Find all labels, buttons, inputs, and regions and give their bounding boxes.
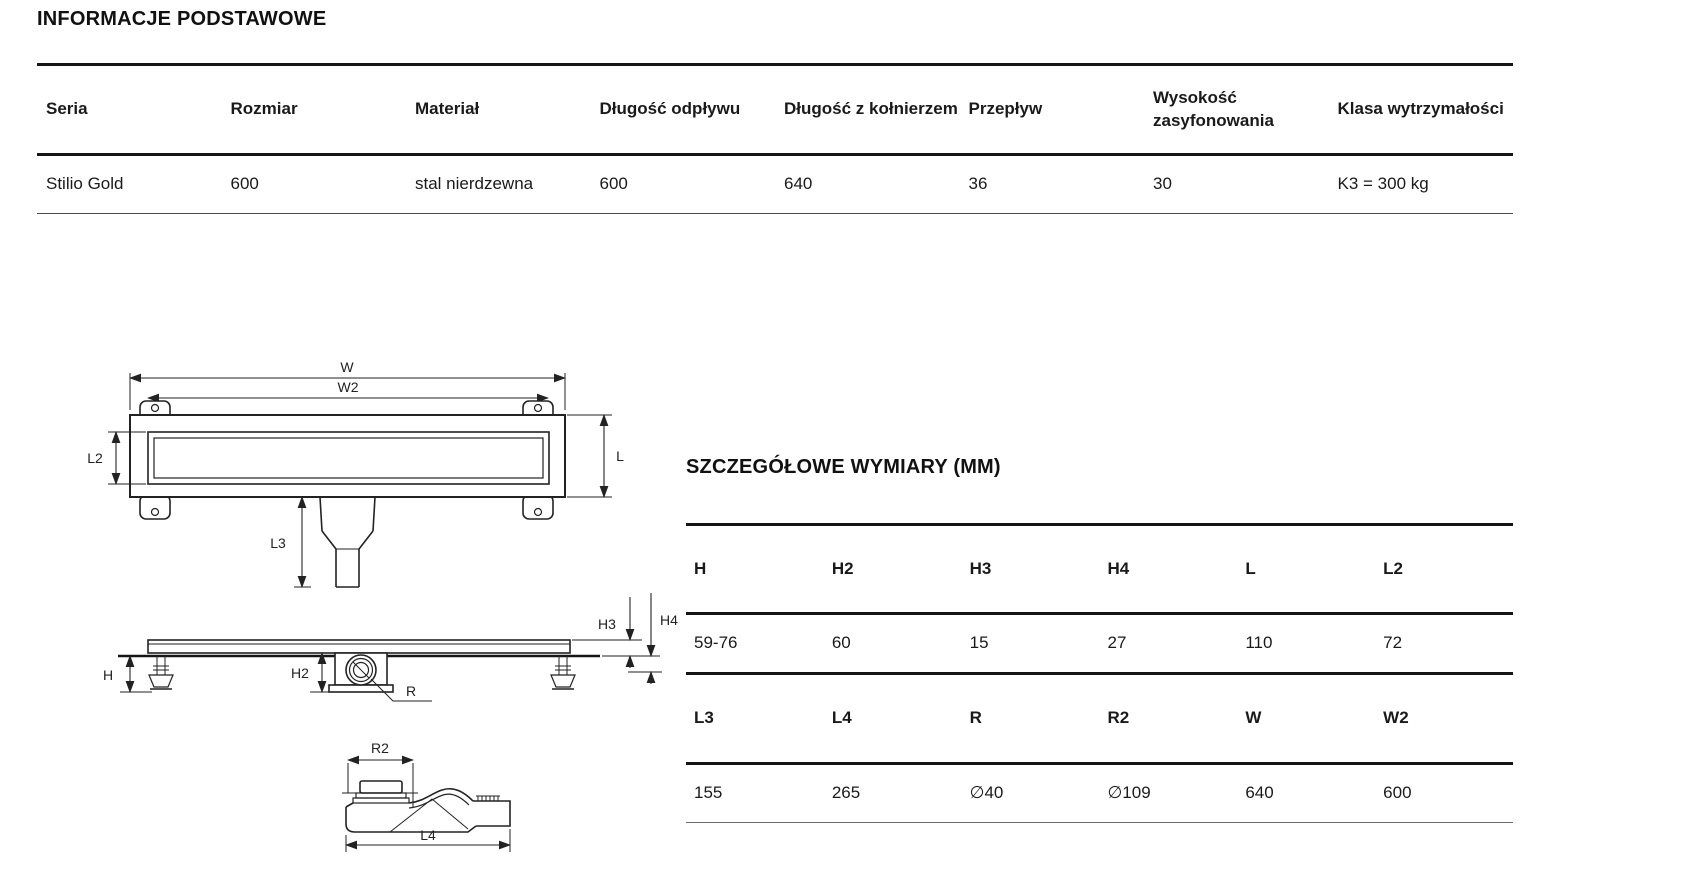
cell-l: 110 <box>1245 633 1273 653</box>
basic-info-data-row <box>37 156 1513 214</box>
adjustable-foot-right <box>551 656 575 689</box>
col-header-h4: H4 <box>1107 558 1130 578</box>
dims-value-row-1 <box>686 615 1513 675</box>
cell-l2: 72 <box>1383 633 1403 653</box>
cell-w2: 600 <box>1383 783 1412 803</box>
detailed-dimensions-table <box>686 523 1513 823</box>
col-header-l4: L4 <box>831 708 852 728</box>
cell-przeplyw: 36 <box>968 174 988 194</box>
basic-info-header-row <box>37 66 1513 156</box>
col-header-h3: H3 <box>969 558 992 578</box>
dims-header-row-1 <box>686 526 1513 615</box>
col-header-przeplyw: Przepływ <box>968 99 1043 119</box>
siphon-profile-view <box>342 740 510 852</box>
col-header-r2: R2 <box>1107 708 1130 728</box>
dims-value-row-2 <box>686 765 1513 823</box>
col-header-wysokosc-zasyfonowania: Wysokość zasyfonowania <box>1153 87 1274 130</box>
dim-label-w: W <box>340 359 354 375</box>
cell-l3: 155 <box>694 783 723 803</box>
dim-label-h2: H2 <box>291 665 309 681</box>
basic-info-title: INFORMACJE PODSTAWOWE <box>37 8 327 30</box>
cell-rozmiar: 600 <box>230 174 259 194</box>
col-header-dlugosc-odplywu: Długość odpływu <box>599 99 741 119</box>
cell-h: 59-76 <box>694 633 738 653</box>
col-header-w: W <box>1245 708 1262 728</box>
col-header-l3: L3 <box>694 708 714 728</box>
col-header-r: R <box>969 708 982 728</box>
dim-label-r2: R2 <box>371 740 389 756</box>
col-header-l: L <box>1245 558 1256 578</box>
outlet-funnel <box>320 497 375 587</box>
col-header-rozmiar: Rozmiar <box>230 99 298 119</box>
col-header-l2: L2 <box>1383 558 1403 578</box>
cell-dlugosc-z-kolnierzem: 640 <box>784 174 813 194</box>
dim-label-h4: H4 <box>660 612 678 628</box>
cell-material: stal nierdzewna <box>415 174 534 194</box>
col-header-w2: W2 <box>1383 708 1409 728</box>
cell-l4: 265 <box>831 783 861 803</box>
grate-frame <box>148 432 549 484</box>
dim-label-h3: H3 <box>598 616 616 632</box>
dim-label-h: H <box>102 667 114 683</box>
cell-r: ∅40 <box>969 783 1004 803</box>
col-header-klasa-wytrzymalosci: Klasa wytrzymałości <box>1337 99 1504 119</box>
technical-drawing <box>80 335 680 865</box>
dim-label-l: L <box>616 448 624 464</box>
siphon-housing <box>329 653 393 692</box>
dim-label-l3: L3 <box>270 535 286 551</box>
basic-info-table <box>37 63 1513 214</box>
dims-header-row-2 <box>686 675 1513 765</box>
dim-label-l4: L4 <box>420 827 436 843</box>
col-header-seria: Seria <box>46 99 88 119</box>
top-view <box>87 359 624 587</box>
col-header-dlugosc-z-kolnierzem: Długość z kołnierzem <box>784 99 958 119</box>
cell-wysokosc-zasyfonowania: 30 <box>1153 174 1172 194</box>
detailed-dimensions-title: SZCZEGÓŁOWE WYMIARY (MM) <box>686 456 1001 478</box>
channel-body-side-view <box>148 640 570 653</box>
cell-klasa-wytrzymalosci: K3 = 300 kg <box>1337 174 1429 194</box>
side-view <box>103 593 678 701</box>
cell-w: 640 <box>1245 783 1274 803</box>
adjustable-foot-left <box>149 656 173 689</box>
cell-r2: ∅109 <box>1107 783 1151 803</box>
cell-h4: 27 <box>1107 633 1127 653</box>
cell-dlugosc-odplywu: 600 <box>599 174 628 194</box>
cell-h3: 15 <box>969 633 989 653</box>
cell-h2: 60 <box>831 633 851 653</box>
dim-label-r: R <box>405 683 417 699</box>
col-header-h: H <box>694 558 707 578</box>
dim-label-l2: L2 <box>87 450 103 466</box>
col-header-h2: H2 <box>831 558 854 578</box>
col-header-material: Materiał <box>415 99 480 119</box>
cell-seria: Stilio Gold <box>46 174 124 194</box>
dim-label-w2: W2 <box>337 379 359 395</box>
